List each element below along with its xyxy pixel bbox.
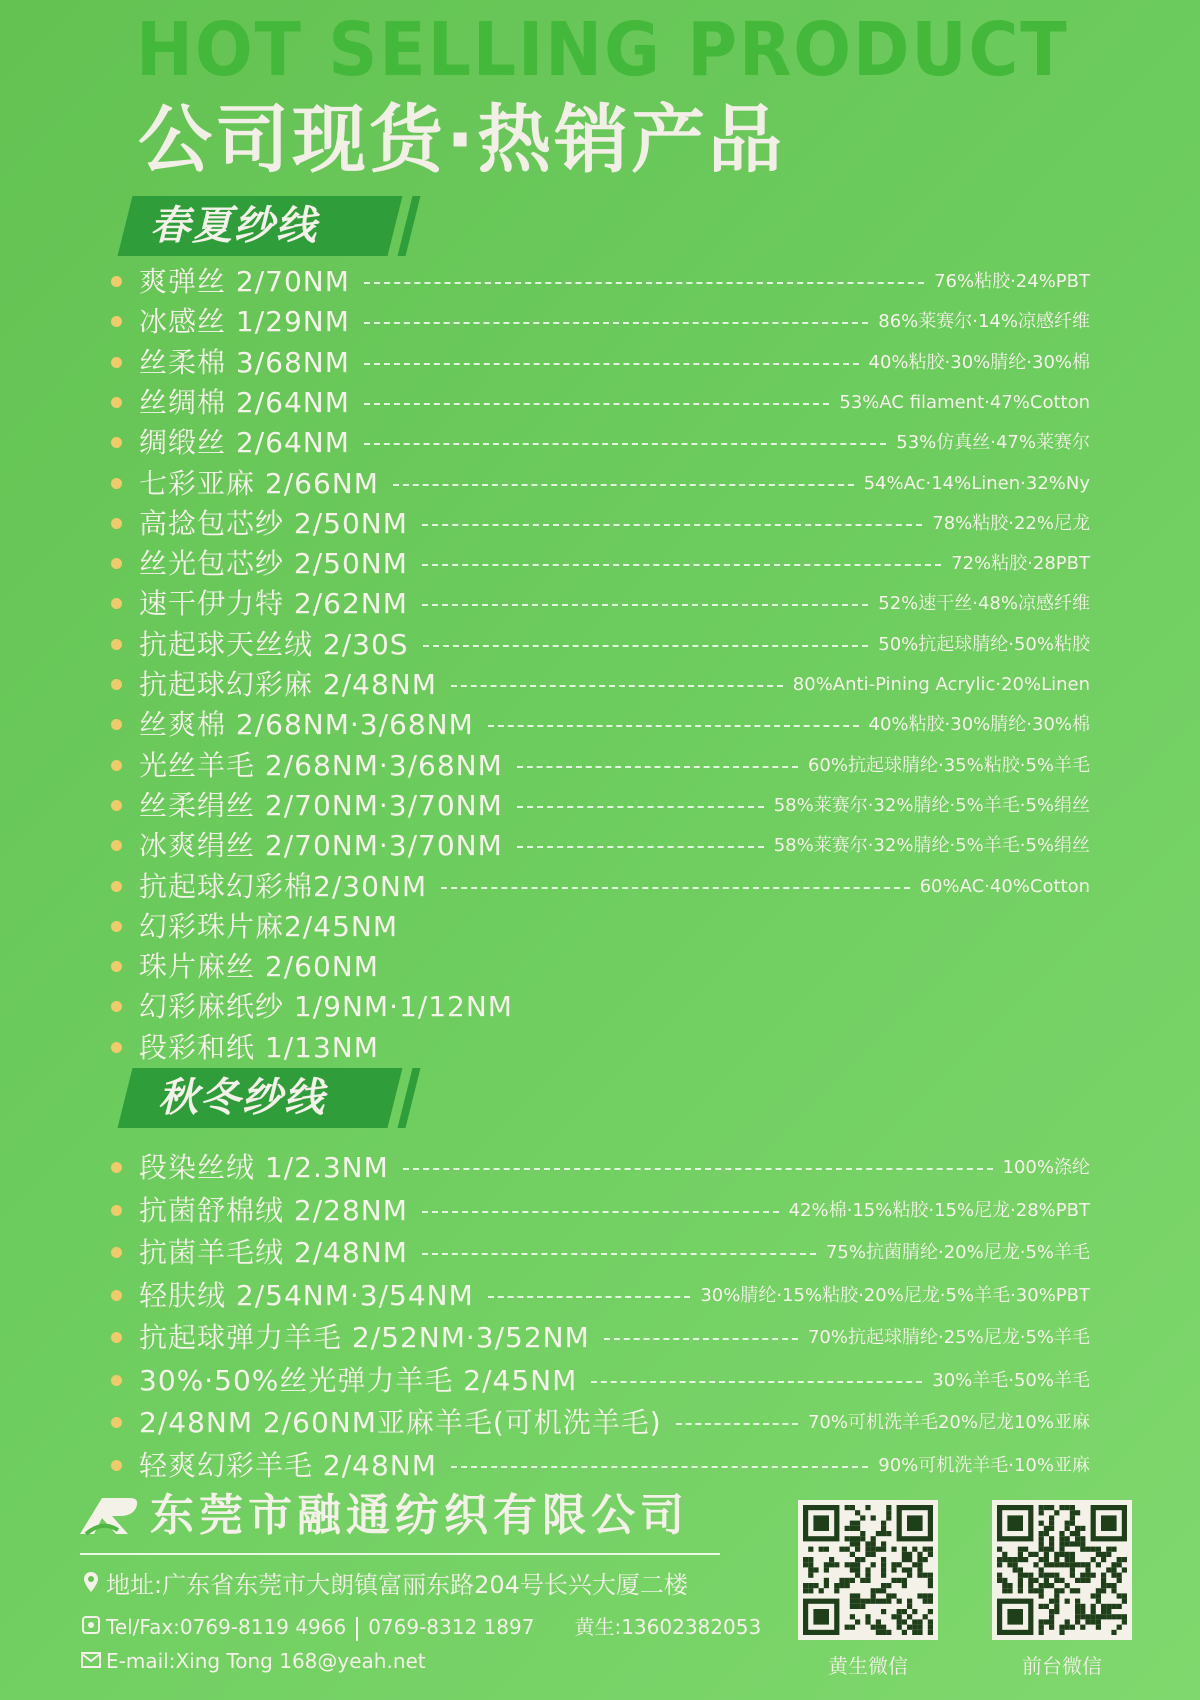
dotted-leader [604,1338,798,1340]
product-composition: 70%抗起球腈纶·25%尼龙·5%羊毛 [807,1327,1090,1348]
qr-code-huang[interactable] [798,1500,938,1640]
product-row [0,464,1200,504]
product-composition: 86%莱赛尔·14%凉感纤维 [878,311,1090,333]
product-name: 速干伊力特 2/62NM [139,587,408,621]
product-name: 2/48NM 2/60NM亚麻羊毛(可机洗羊毛) [139,1406,662,1439]
product-row [0,1028,1200,1068]
dotted-leader [364,443,886,445]
product-composition: 78%粘胶·22%尼龙 [932,512,1090,534]
product-name: 幻彩麻纸纱 1/9NM·1/12NM [139,990,513,1024]
product-name: 冰爽绢丝 2/70NM·3/70NM [139,829,503,863]
product-name: 绸缎丝 2/64NM [139,426,350,460]
phone-line [80,1612,761,1642]
product-row [0,302,1200,342]
product-row [0,947,1200,987]
product-name: 丝柔棉 3/68NM [139,345,350,379]
bullet-dot [111,1162,122,1173]
bullet-dot [111,800,122,811]
product-composition: 60%AC·40%Cotton [919,875,1090,897]
product-row [0,1446,1200,1486]
page-title: 公司现货·热销产品 [138,97,786,183]
product-composition: 72%粘胶·28PBT [951,553,1090,575]
product-name: 珠片麻丝 2/60NM [139,950,379,984]
address-text: 地址:广东省东莞市大朗镇富丽东路204号长兴大厦二楼 [106,1571,688,1599]
product-composition: 54%Ac·14%Linen·32%Ny [863,472,1090,494]
section-heading-spring-summer: 春夏纱线 [150,203,318,249]
product-row [0,1361,1200,1401]
email-line [80,1646,426,1676]
product-composition: 53%AC filament·47%Cotton [839,391,1090,413]
product-composition: 58%莱赛尔·32%腈纶·5%羊毛·5%绢丝 [773,835,1090,857]
bullet-dot [111,1001,122,1012]
qr-caption-huang: 黄生微信 [828,1654,908,1678]
company-name: 东莞市融通纺织有限公司 [150,1490,689,1541]
product-name: 丝光包芯纱 2/50NM [139,547,408,581]
product-name: 爽弹丝 2/70NM [139,265,350,298]
product-row [0,665,1200,705]
product-row [0,746,1200,786]
bullet-dot [111,518,122,529]
product-name: 抗菌舒棉绒 2/28NM [139,1193,408,1227]
product-composition: 80%Anti-Pining Acrylic·20%Linen [792,674,1090,695]
product-row [0,584,1200,624]
footer-divider [80,1553,720,1555]
dotted-leader [451,1466,868,1468]
product-name: 七彩亚麻 2/66NM [139,466,379,500]
dotted-leader [441,887,910,889]
product-composition: 70%可机洗羊毛20%尼龙10%亚麻 [807,1412,1090,1433]
bullet-dot [111,1290,122,1301]
product-composition: 50%抗起球腈纶·50%粘胶 [878,633,1090,655]
bullet-dot [111,639,122,650]
bullet-dot [111,357,122,368]
product-composition: 42%棉·15%粘胶·15%尼龙·28%PBT [788,1199,1090,1221]
product-name: 丝柔绢丝 2/70NM·3/70NM [139,788,503,822]
product-name: 段染丝绒 1/2.3NM [139,1151,389,1184]
dotted-leader [423,645,868,647]
dotted-leader [403,1168,993,1170]
product-name: 丝绸棉 2/64NM [139,385,350,419]
product-row [0,1148,1200,1188]
dotted-leader [488,725,859,727]
product-row [0,504,1200,544]
product-composition: 58%莱赛尔·32%腈纶·5%羊毛·5%绢丝 [773,794,1090,816]
tel-fax[interactable]: Tel/Fax:0769-8119 4966 [106,1615,347,1639]
bullet-dot [111,881,122,892]
product-name: 抗起球幻彩棉2/30NM [139,869,427,903]
dotted-leader [517,766,798,768]
product-name: 抗起球幻彩麻 2/48NM [139,668,437,701]
dotted-leader [517,846,764,848]
bullet-dot [111,840,122,851]
dotted-leader [422,564,941,566]
bullet-dot [111,437,122,448]
bullet-dot [111,397,122,408]
product-name: 段彩和纸 1/13NM [139,1030,379,1064]
product-composition: 52%速干丝·48%凉感纤维 [878,593,1090,615]
bullet-dot [111,1205,122,1216]
product-row [0,423,1200,463]
bullet-dot [111,598,122,609]
product-composition: 75%抗菌腈纶·20%尼龙·5%羊毛 [825,1242,1090,1263]
product-name: 轻爽幻彩羊毛 2/48NM [139,1448,437,1482]
product-name: 轻肤绒 2/54NM·3/54NM [139,1278,474,1312]
bullet-dot [111,760,122,771]
dotted-leader [364,403,829,405]
tel-second[interactable]: 0769-8312 1897 [368,1615,535,1639]
dotted-leader [422,1253,816,1255]
contact-person-phone[interactable]: 黄生:13602382053 [574,1615,762,1639]
dotted-leader [422,524,922,526]
dotted-leader [364,363,859,365]
bullet-dot [111,316,122,327]
product-name: 抗起球弹力羊毛 2/52NM·3/52NM [139,1321,590,1354]
bullet-dot [111,679,122,690]
bullet-dot [111,1375,122,1386]
product-row [0,1318,1200,1358]
product-name: 高捻包芯纱 2/50NM [139,506,408,540]
product-row [0,343,1200,383]
phone-separator [356,1617,358,1641]
product-composition: 30%腈纶·15%粘胶·20%尼龙·5%羊毛·30%PBT [700,1284,1090,1306]
product-row [0,867,1200,907]
dotted-leader [393,484,854,486]
product-row [0,705,1200,745]
bullet-dot [111,961,122,972]
product-row [0,262,1200,302]
product-name: 30%·50%丝光弹力羊毛 2/45NM [139,1363,578,1397]
product-name: 抗菌羊毛绒 2/48NM [139,1236,408,1269]
product-name: 幻彩珠片麻2/45NM [139,909,398,943]
product-row [0,1191,1200,1231]
phone-icon [80,1612,102,1642]
bullet-dot [111,478,122,489]
product-composition: 76%粘胶·24%PBT [934,271,1090,292]
bullet-dot [111,1042,122,1053]
product-row [0,907,1200,947]
dotted-leader [364,322,868,324]
product-row [0,826,1200,866]
email-address[interactable]: E-mail:Xing Tong 168@yeah.net [106,1649,426,1673]
banner-text: HOT SELLING PRODUCT [136,7,1069,93]
product-row [0,544,1200,584]
bullet-dot [111,276,122,287]
product-composition: 100%涤纶 [1002,1157,1090,1178]
product-name: 抗起球天丝绒 2/30S [139,627,409,661]
dotted-leader [517,806,764,808]
bullet-dot [111,558,122,569]
product-composition: 30%羊毛·50%羊毛 [932,1369,1090,1391]
product-row [0,786,1200,826]
dotted-leader [488,1296,690,1298]
mail-icon [80,1646,102,1676]
bullet-dot [111,1460,122,1471]
bullet-dot [111,1247,122,1258]
product-name: 丝爽棉 2/68NM·3/68NM [139,708,474,742]
product-name: 冰感丝 1/29NM [139,305,350,339]
bullet-dot [111,1417,122,1428]
qr-caption-front-desk: 前台微信 [1022,1654,1102,1678]
product-row [0,1403,1200,1443]
address-line [80,1570,688,1600]
bullet-dot [111,719,122,730]
dotted-leader [591,1381,922,1383]
bullet-dot [111,921,122,932]
product-row [0,383,1200,423]
dotted-leader [451,685,783,687]
location-pin-icon [80,1570,102,1600]
dotted-leader [364,282,924,284]
product-composition: 53%仿真丝·47%莱赛尔 [896,432,1090,454]
product-composition: 40%粘胶·30%腈纶·30%棉 [868,351,1090,373]
product-row [0,1276,1200,1316]
product-composition: 40%粘胶·30%腈纶·30%棉 [868,714,1090,736]
product-name: 光丝羊毛 2/68NM·3/68NM [139,748,503,782]
product-row [0,625,1200,665]
product-row [0,987,1200,1027]
product-composition: 60%抗起球腈纶·35%粘胶·5%羊毛 [807,754,1090,776]
section-heading-autumn-winter: 秋冬纱线 [158,1075,326,1121]
dotted-leader [422,1211,779,1213]
bullet-dot [111,1332,122,1343]
qr-code-front-desk[interactable] [992,1500,1132,1640]
dotted-leader [422,604,868,606]
product-row [0,1233,1200,1273]
company-logo [72,1490,142,1542]
dotted-leader [676,1423,798,1425]
product-composition: 90%可机洗羊毛·10%亚麻 [878,1454,1090,1476]
